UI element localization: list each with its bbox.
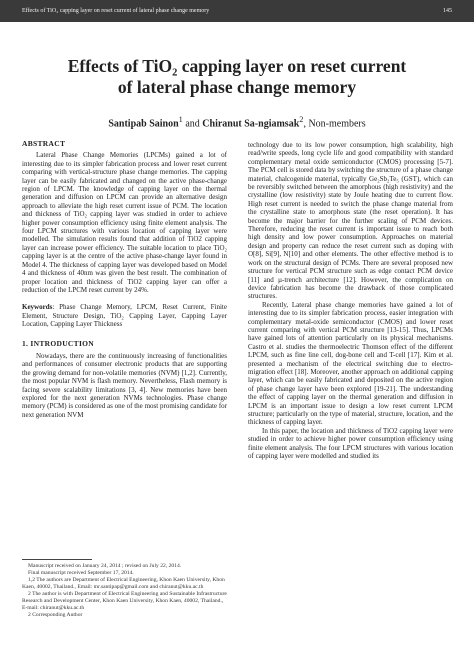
paper-title (20, 56, 454, 98)
paper-title-line-2: of lateral phase change memory (117, 77, 357, 97)
keywords (22, 303, 227, 328)
author-2: Chiranut Sa-ngiamsak (202, 118, 300, 130)
left-column (22, 140, 227, 419)
footnote: Manuscript received on January 24, 2014 ; revised on July 22, 2014. (28, 563, 182, 569)
introduction-body: Nowadays, there are the continuously increasing of functionalities and performances of consumer electronic products that are supporting the growing demand for non-volatile memories (NVM) [1,2]. Currently, the most popular NVM is flash memory. Nevertheless, Flash memory is facing severe scalability limitations [3, 4]. New memories have been explored for the next generation NVMs technologies. Phase change memory (PCM) is considered as one of the most promising candidate for next generation NVM (22, 351, 227, 419)
author-separator: and (182, 118, 203, 130)
footnote: 1,2 The authors are Department of Electrical Engineering, Khon Kaen University, Khon Kaen, 40002, Thailand., Email: mr.santipap@gmail.com and chiranut@kku.ac.th (22, 577, 225, 590)
footnote: 2 Corresponding Author (28, 612, 83, 618)
author-membership: , Non-members (303, 118, 366, 130)
footnotes (22, 563, 227, 619)
paper-title-line-1: Effects of TiO₂ capping layer on reset current (67, 56, 407, 76)
body-paragraph: Recently, Lateral phase change memories have gained a lot of interesting due to its simpler fabrication process, easier integration with complementary metal-oxide semiconductor (CMOS) and lower reset current comparing with vertical PCM structure [13-15]. Thus, LPCMs have gained lots of attention particularly on its physical mechanisms. Castro et al. studies the thermoelectric Thomson effect of the different LPCM, such as fine line cell, dog-bone cell and T-cell [17]. Kim et al. presented a mechanism of the electrical switching due to electro-migration effect [18]. Moreover, another approach on additional capping layer, which can be easily fabricated and deposited on the active region of phase change layer have been explored [19-21]. The understanding the effect of capping layer on the thermal generation and diffusion in LPCM is an important issue to design a low reset current LPCM structure; particularly on the type of material, structure, location, and the thickness of capping layer. (248, 300, 453, 427)
author-line (20, 115, 454, 129)
keywords-text: : Phase Change Memory, LPCM, Reset Current, Finite Element, Structure Design, TiO₂ Capping Layer, Capping Layer Location, Capping Layer Thickness (22, 303, 227, 329)
abstract-heading: ABSTRACT (22, 139, 66, 148)
running-header-title: Effects of TiO₂ capping layer on reset current of lateral phase change memory (22, 8, 210, 14)
author-2-affiliation: 2 (299, 115, 304, 124)
footnote: 2 The author is with Department of Electrical Engineering and Sustainable Infrastructure Research and Development Center, Khon Kaen University, Khon Kaen, 40002, Thailand., E-mail: chiranut@kku.ac.th (22, 591, 227, 611)
keywords-label: Keywords (22, 303, 53, 312)
body-paragraph: technology due to its low power consumption, high scalability, high read/write speeds, long cycle life and good compatibility with standard complementary metal oxide semiconductor (CMOS) processing [5-7]. The PCM cell is stored data by switching the structure of a phase change material, chalcogenide material, typically Ge₂Sb₂Te₅ (GST), which can be reversibly switched between the amorphous (high resistivity) and the crystalline (low resistivity) state by Joule heating due to current flow. High reset current is needed to switch the phase change material from the crystalline state to amorphous state (the reset operation). It has become the major barrier for the further scaling of PCM devices. Therefore, reducing the reset current is important issue to reach both high density and low power consumption. Approaches on material design and property can reduce the reset current such as doping with O[8], Si[9], N[10] and other elements. The other effective method is to work on the structural design of PCMs. There are several proposed new structure for vertical PCM structure such as edge contact PCM device [11] and µ-trench architecture [12]. However, the complication on device fabrication has become the drawback of those complicated structures. (248, 141, 453, 301)
author-1: Santipab Sainon (108, 118, 179, 130)
body-paragraph: In this paper, the location and thickness of TiO2 capping layer were studied in order to achieve higher power consumption efficiency using finite element analysis. The four LPCM structures with various location of capping layer were modelled and studied its (248, 426, 453, 461)
page-number: 145 (443, 8, 452, 14)
author-1-affiliation: 1 (178, 115, 183, 124)
footnote-divider (22, 559, 92, 560)
abstract-body: Lateral Phase Change Memories (LPCMs) gained a lot of interesting due to its simpler fabrication process and lower reset current comparing with vertical-structure phase change memories. The capping layer can be easily fabricated and changed on the active phase-change region of LPCM. The knowledge of capping layer on the thermal generation and diffusion on LPCM can provide an alternative design approach to alleviate the high reset current issue of PCM. The location and thickness of TiO₂ capping layer was studied in order to achieve higher power consumption efficiency using finite element analysis. The four LPCM structures with various location of capping layer were modelled. The simulation results found that addition of TiO2 capping layer can increase power efficiency. The suitable location to place TiO₂ capping layer is at the centre of the active phase-change layer found in Model 4. The thickness of capping layer was developed based on Model 4 and thickness of 40nm was given the best result. The combination of proper location and thickness of TiO2 capping layer can offer a reduction of the LPCM reset current by 24%. (22, 151, 227, 294)
right-column (248, 141, 453, 460)
introduction-heading: 1. INTRODUCTION (22, 338, 95, 348)
running-header (0, 0, 474, 22)
footnote: Final manuscript received September 17, 2014. (28, 570, 134, 576)
